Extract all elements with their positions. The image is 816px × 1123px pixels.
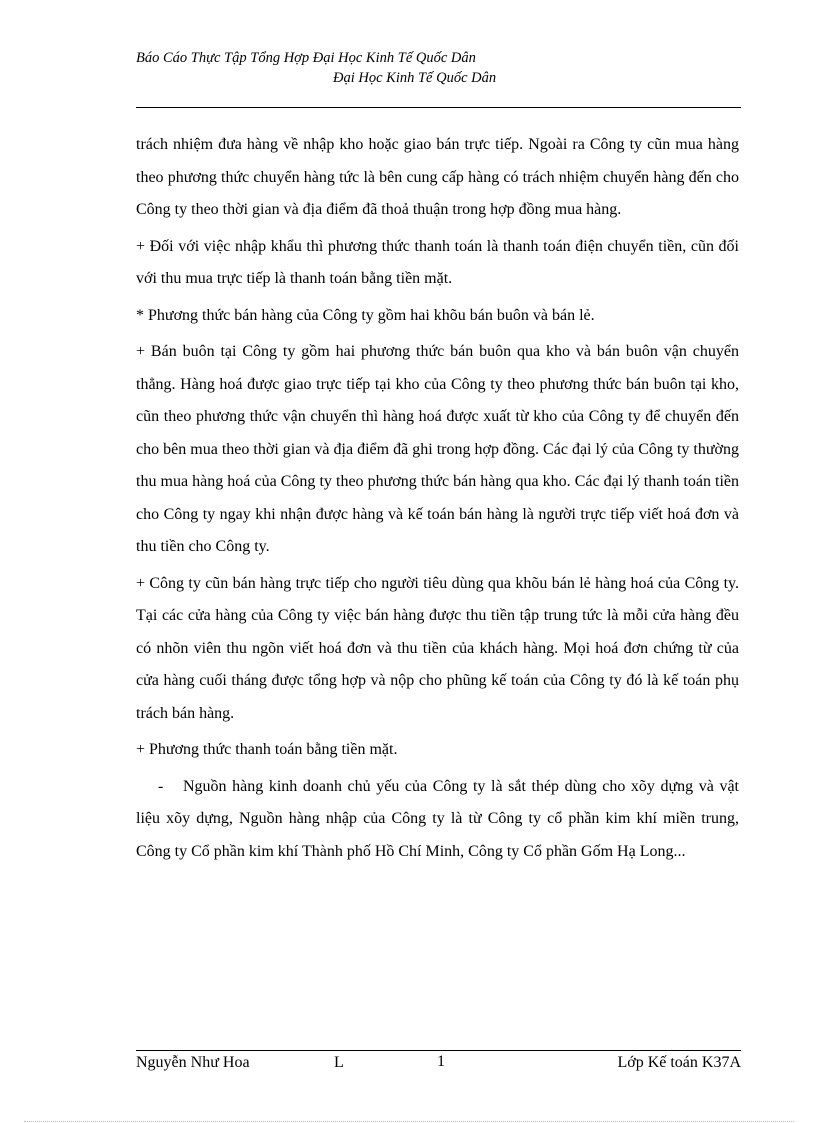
header-title: Báo Cáo Thực Tập Tổng Hợp Đại Học Kinh Tế Quốc Dân bbox=[136, 50, 476, 66]
list-dash: - bbox=[158, 777, 164, 795]
footer-letter: L bbox=[334, 1054, 344, 1071]
supply-sources-text: Nguồn hàng kinh doanh chủ yếu của Công ty là sắt thép dùng cho xõy dựng và vật liệu xõy dựng, Nguồn hàng nhập của Công ty là từ Công ty cổ phần kim khí miền trung, Công ty Cổ phần kim khí Thành phố Hồ Chí Minh, Công ty Cổ phần Gốm Hạ Long... bbox=[136, 777, 739, 860]
paragraph-sales-methods: * Phương thức bán hàng của Công ty gồm hai khõu bán buôn và bán lẻ. bbox=[136, 306, 595, 324]
page-footer bbox=[136, 1054, 741, 1078]
footer-author: Nguyễn Như Hoa bbox=[136, 1054, 250, 1071]
paragraph-payment-import: + Đối với việc nhập khẩu thì phương thức thanh toán là thanh toán điện chuyển tiền, cũn đối với thu mua trực tiếp là thanh toán bằng tiền mặt. bbox=[136, 237, 739, 287]
paragraph-purchase-methods: trách nhiệm đưa hàng về nhập kho hoặc giao bán trực tiếp. Ngoài ra Công ty cũn mua hàng theo phương thức chuyển hàng tức là bên cung cấp hàng có trách nhiệm chuyển hàng đến cho Công ty theo thời gian và địa điểm đã thoả thuận trong hợp đồng mua hàng. bbox=[136, 136, 739, 218]
paragraph-supply-sources bbox=[136, 771, 739, 869]
paragraph-wholesale: + Bán buôn tại Công ty gồm hai phương thức bán buôn qua kho và bán buôn vận chuyển thẳng. Hàng hoá được giao trực tiếp tại kho của Công ty theo phương thức bán buôn tại kho, cũn theo phương thức vận chuyển thì hàng hoá được xuất từ kho của Công ty để chuyển đến cho bên mua theo thời gian và địa điểm đã ghi trong hợp đồng. Các đại lý của Công ty thường thu mua hàng hoá của Công ty theo phương thức bán hàng qua kho. Các đại lý thanh toán tiền cho Công ty ngay khi nhận được hàng và kế toán bán hàng là người trực tiếp viết hoá đơn và thu tiền cho Công ty. bbox=[136, 343, 739, 555]
footer-page-number: 1 bbox=[437, 1053, 445, 1070]
header-rule bbox=[136, 107, 741, 108]
header-subtitle: Đại Học Kinh Tế Quốc Dân bbox=[333, 70, 497, 86]
paragraph-cash-payment: + Phương thức thanh toán bằng tiền mặt. bbox=[136, 741, 398, 758]
footer-class: Lớp Kế toán K37A bbox=[617, 1054, 741, 1071]
page-bottom-edge bbox=[24, 1121, 794, 1122]
document-body bbox=[136, 129, 739, 872]
footer-rule bbox=[136, 1050, 741, 1051]
page-header bbox=[136, 48, 741, 88]
paragraph-retail: + Công ty cũn bán hàng trực tiếp cho người tiêu dùng qua khõu bán lẻ hàng hoá của Công ty. Tại các cửa hàng của Công ty việc bán hàng được thu tiền tập trung tức là mỗi cửa hàng đều có nhõn viên thu ngõn viết hoá đơn và thu tiền của khách hàng. Mọi hoá đơn chứng từ của cửa hàng cuối tháng được tổng hợp và nộp cho phũng kế toán của Công ty đó là kế toán phụ trách bán hàng. bbox=[136, 574, 739, 722]
